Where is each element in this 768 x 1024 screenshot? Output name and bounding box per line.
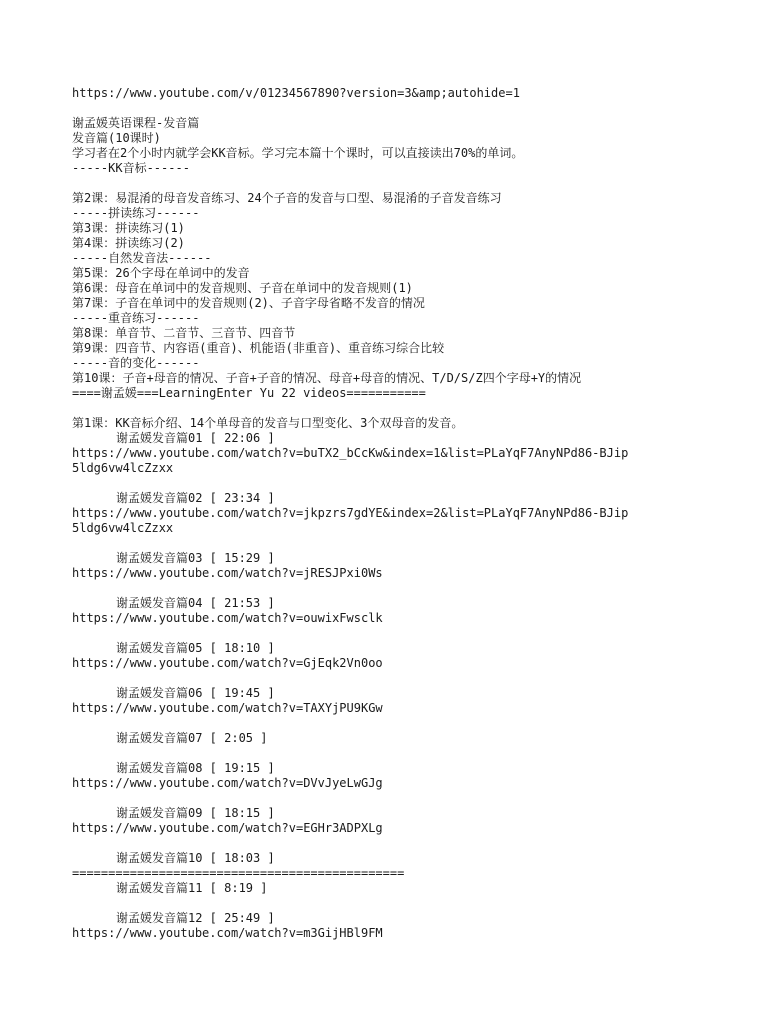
spacer [72,626,752,641]
video-title: 谢孟媛发音篇11 [ 8:19 ] [116,881,268,895]
lesson-1: 第1课：KK音标介绍、14个单母音的发音与口型变化、3个双母音的发音。 [72,416,464,430]
video-title: 谢孟媛发音篇04 [ 21:53 ] [116,596,275,610]
document-body [72,86,752,941]
course-description: 学习者在2个小时内就学会KK音标。学习完本篇十个课时，可以直接读出70%的单词。 [72,146,524,160]
video-title: 谢孟媛发音篇02 [ 23:34 ] [116,491,275,505]
lesson-5: 第5课：26个字母在单词中的发音 [72,266,250,280]
video-entry [72,596,752,626]
lesson-6: 第6课：母音在单词中的发音规则、子音在单词中的发音规则(1) [72,281,413,295]
video-url[interactable]: https://www.youtube.com/watch?v=GjEqk2Vn0oo [72,656,383,670]
video-url[interactable]: https://www.youtube.com/watch?v=jRESJPxi0Ws [72,566,383,580]
video-entry [72,761,752,791]
video-entry [72,731,752,746]
spacer [72,476,752,491]
spacer [72,836,752,851]
video-entry [72,491,752,536]
spacer [72,791,752,806]
video-entry [72,851,752,881]
section-change: -----音的变化------ [72,356,200,370]
spacer [72,581,752,596]
spacer [72,746,752,761]
video-url[interactable]: https://www.youtube.com/watch?v=buTX2_bCcKw&index=1&list=PLaYqF7AnyNPd86-BJip5ldg6vw4lcZzxx [72,446,629,475]
video-title: 谢孟媛发音篇08 [ 19:15 ] [116,761,275,775]
section-spelling: -----拼读练习------ [72,206,200,220]
lesson-7: 第7课：子音在单词中的发音规则(2)、子音字母省略不发音的情况 [72,296,425,310]
video-url[interactable]: https://www.youtube.com/watch?v=DVvJyeLwGJg [72,776,383,790]
video-entry [72,641,752,671]
video-entry [72,806,752,836]
lesson-3: 第3课：拼读练习(1) [72,221,185,235]
spacer [72,896,752,911]
spacer [72,671,752,686]
course-subtitle: 发音篇(10课时) [72,131,161,145]
spacer [72,716,752,731]
lesson-9: 第9课：四音节、内容语(重音)、机能语(非重音)、重音练习综合比较 [72,341,445,355]
video-url[interactable]: https://www.youtube.com/watch?v=ouwixFwsclk [72,611,383,625]
section-kk: -----KK音标------ [72,161,190,175]
section-stress: -----重音练习------ [72,311,200,325]
video-title: 谢孟媛发音篇01 [ 22:06 ] [116,431,275,445]
separator-line: ============================================== [72,866,405,880]
video-title: 谢孟媛发音篇12 [ 25:49 ] [116,911,275,925]
channel-line: ====谢孟媛===LearningEnter Yu 22 videos=========== [72,386,426,400]
video-url[interactable]: https://www.youtube.com/watch?v=EGHr3ADPXLg [72,821,383,835]
lesson-8: 第8课：单音节、二音节、三音节、四音节 [72,326,296,340]
video-entry [72,881,752,896]
video-entry [72,551,752,581]
video-entry [72,911,752,941]
spacer [72,536,752,551]
spacer [72,176,752,191]
course-title: 谢孟媛英语课程-发音篇 [72,116,200,130]
video-url[interactable]: https://www.youtube.com/watch?v=jkpzrs7gdYE&index=2&list=PLaYqF7AnyNPd86-BJip5ldg6vw4lcZzxx [72,506,629,535]
video-entry [72,431,752,476]
video-url[interactable]: https://www.youtube.com/watch?v=m3GijHBl9FM [72,926,383,940]
spacer [72,401,752,416]
video-url[interactable]: https://www.youtube.com/watch?v=TAXYjPU9KGw [72,701,383,715]
lesson-2: 第2课：易混淆的母音发音练习、24个子音的发音与口型、易混淆的子音发音练习 [72,191,502,205]
video-title: 谢孟媛发音篇06 [ 19:45 ] [116,686,275,700]
section-phonics: -----自然发音法------ [72,251,212,265]
video-title: 谢孟媛发音篇03 [ 15:29 ] [116,551,275,565]
spacer [72,101,752,116]
video-title: 谢孟媛发音篇10 [ 18:03 ] [116,851,275,865]
lesson-4: 第4课：拼读练习(2) [72,236,185,250]
lesson-10: 第10课：子音+母音的情况、子音+子音的情况、母音+母音的情况、T/D/S/Z四个字母+Y的情况 [72,371,582,385]
header-url[interactable]: https://www.youtube.com/v/01234567890?version=3&amp;autohide=1 [72,86,520,100]
video-title: 谢孟媛发音篇07 [ 2:05 ] [116,731,268,745]
video-entry [72,686,752,716]
video-title: 谢孟媛发音篇05 [ 18:10 ] [116,641,275,655]
video-title: 谢孟媛发音篇09 [ 18:15 ] [116,806,275,820]
